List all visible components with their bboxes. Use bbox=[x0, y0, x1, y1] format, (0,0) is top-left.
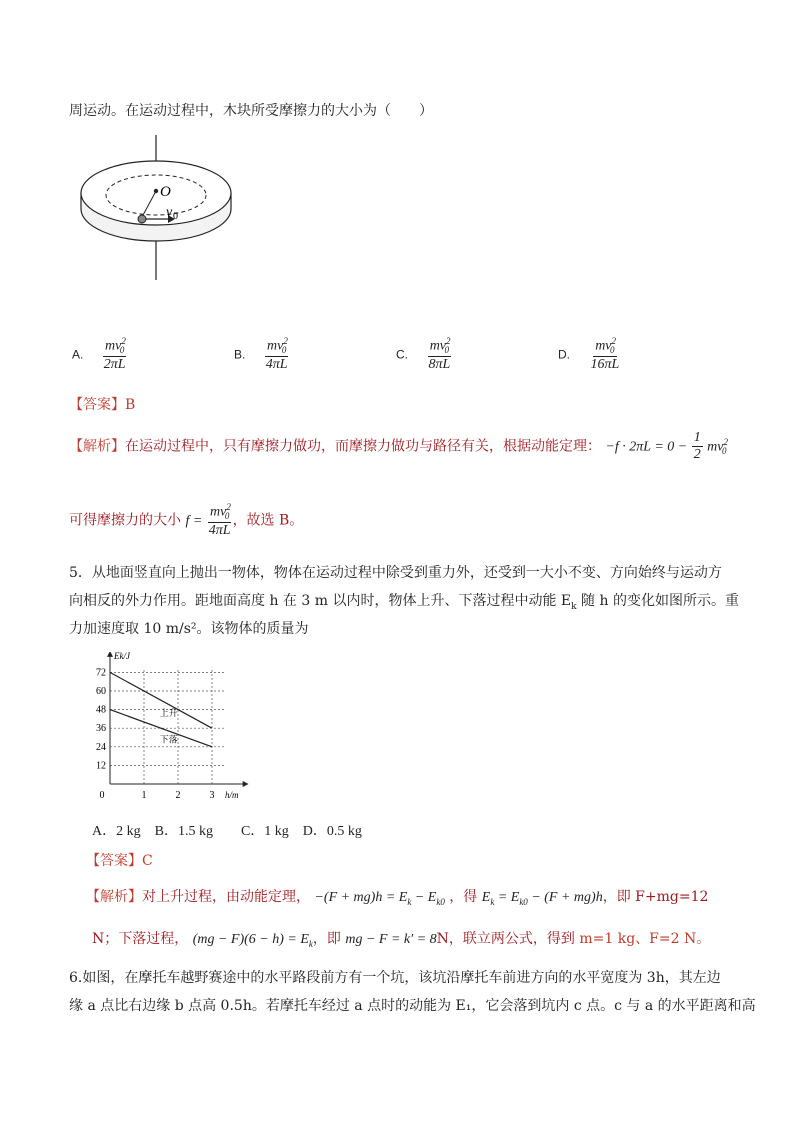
q4-conclusion: 可得摩擦力的大小 f = $\frac{mv^2_0}{4\pi L}$ ，故选 B。 bbox=[69, 502, 304, 538]
x-tick-label: 3 bbox=[209, 790, 215, 801]
x-axis-arrow bbox=[243, 781, 249, 787]
q4-disc-figure bbox=[76, 135, 236, 285]
series-label-1: 下落 bbox=[159, 735, 178, 746]
center-point bbox=[154, 189, 158, 193]
y-tick-label: 24 bbox=[96, 741, 106, 753]
series-label-0: 上升 bbox=[159, 709, 178, 720]
q4-option-c[interactable]: C. $\frac{mv^2_0}{8\pi L}$ bbox=[396, 336, 451, 372]
label-v-sub: 0 bbox=[173, 211, 178, 222]
q4-option-a[interactable]: A. $\frac{mv^2_0}{2\pi L}$ bbox=[72, 336, 126, 372]
label-O: O bbox=[160, 184, 171, 200]
q4-answer: 【答案】B bbox=[69, 397, 136, 413]
q5-options[interactable]: A．2 kg B．1.5 kg C．1 kg D．0.5 kg bbox=[92, 824, 362, 839]
chart-labels bbox=[96, 652, 239, 801]
q5-analysis-line2: N；下落过程， $(mg - F)(6 - h) = E_k$，即 mg − F = k′ = 8N，联立两公式，得到 m=1 kg、F=2 N。 bbox=[92, 931, 711, 949]
x-tick-label: 0 bbox=[99, 790, 105, 801]
q6-stem-line1: 6.如图，在摩托车越野赛途中的水平路段前方有一个坑，该坑沿摩托车前进方向的水平宽度为 3h，其左边 bbox=[69, 970, 721, 986]
q4-analysis: 【解析】在运动过程中，只有摩擦力做功，而摩擦力做功与路径有关，根据动能定理： −f · 2πL = 0 − $\frac{1}{2}$ $mv^2_0$ bbox=[69, 430, 728, 463]
q4-option-b[interactable]: B. $\frac{mv^2_0}{4\pi L}$ bbox=[234, 336, 288, 372]
series-line-0 bbox=[110, 672, 212, 728]
x-tick-label: 1 bbox=[141, 790, 147, 801]
q4-option-d[interactable]: D. $\frac{mv^2_0}{16\pi L}$ bbox=[558, 336, 620, 372]
y-tick-label: 12 bbox=[96, 760, 106, 772]
q4-stem-tail: 周运动。在运动过程中，木块所受摩擦力的大小为（ ） bbox=[69, 103, 433, 119]
y-tick-label: 36 bbox=[96, 723, 106, 735]
x-axis-label: h/m bbox=[225, 790, 239, 800]
y-tick-label: 60 bbox=[96, 686, 106, 697]
q5-analysis-line1: 【解析】对上升过程，由动能定理， $-(F + mg)h = E_k - E_{k0}$ ，得 $E_k = E_{k0} - (F + mg)h$，即 F+mg=12 bbox=[86, 889, 709, 907]
q5-stem-line3: 力加速度取 10 m/s²。该物体的质量为 bbox=[69, 621, 309, 637]
q5-stem-line1: 5．从地面竖直向上抛出一物体，物体在运动过程中除受到重力外，还受到一大小不变、方向始终与运动方 bbox=[69, 565, 722, 581]
q6-stem-line2: 缘 a 点比右边缘 b 点高 0.5h。若摩托车经过 a 点时的动能为 E₁，它会落到坑内 c 点。c 与 a 的水平距离和高 bbox=[69, 998, 756, 1014]
block bbox=[138, 215, 146, 223]
ek-h-chart bbox=[88, 652, 258, 802]
y-tick-label: 48 bbox=[96, 704, 106, 716]
q5-stem-line2: 向相反的外力作用。距地面高度 h 在 3 m 以内时，物体上升、下落过程中动能 $E_k$ 随 h 的变化如图所示。重 bbox=[69, 593, 739, 612]
label-v: v bbox=[166, 205, 173, 220]
q5-answer: 【答案】C bbox=[86, 853, 153, 869]
y-axis-arrow bbox=[107, 652, 113, 657]
y-tick-label: 72 bbox=[96, 667, 106, 679]
y-axis-label: Ek/J bbox=[114, 652, 130, 661]
x-tick-label: 2 bbox=[175, 790, 181, 801]
